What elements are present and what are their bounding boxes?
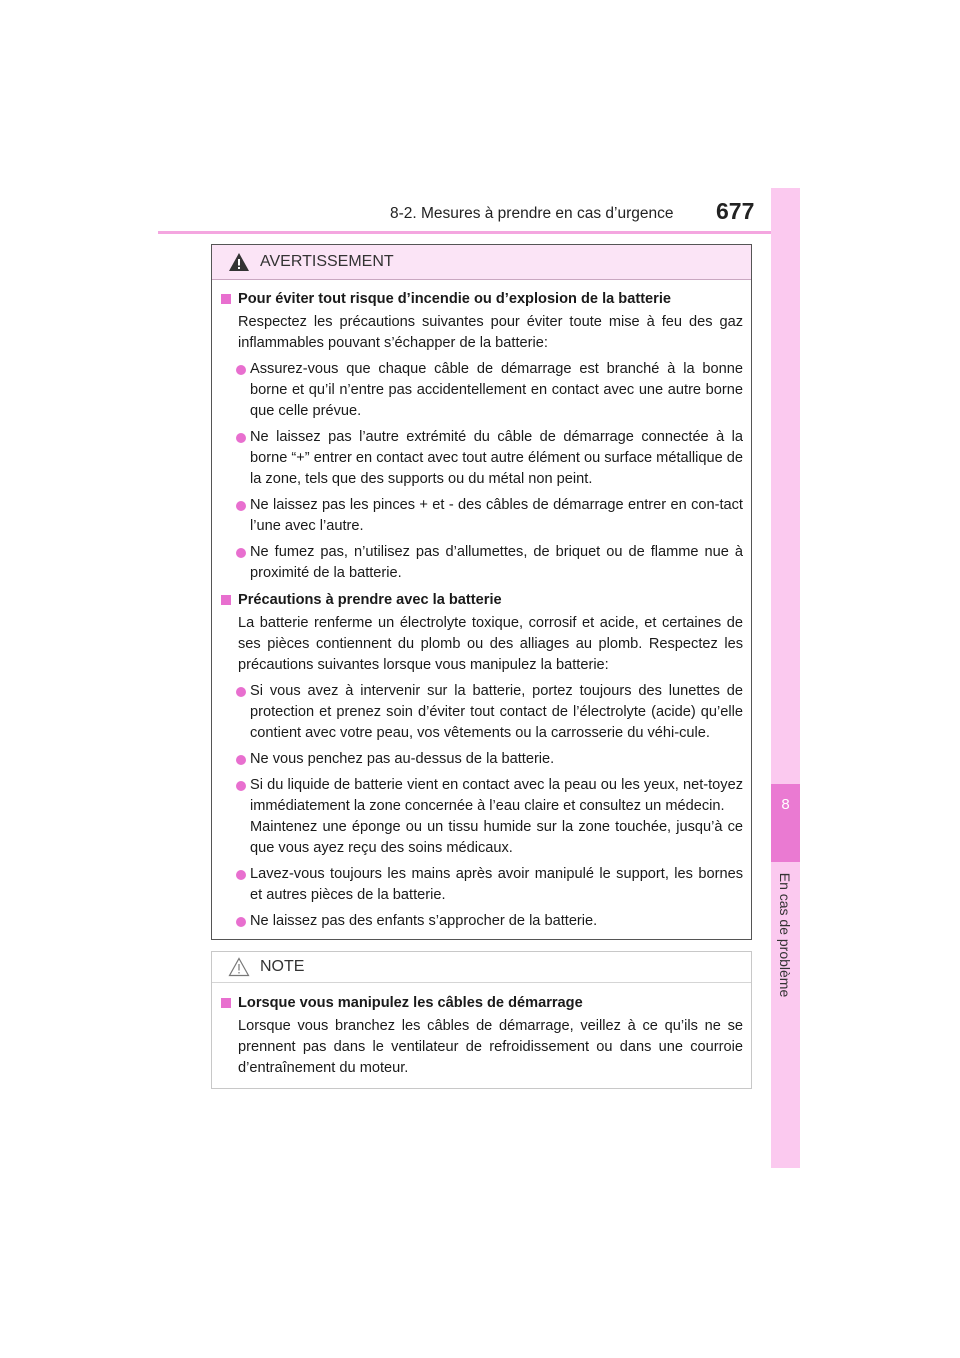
round-bullet-icon: [236, 781, 246, 791]
round-bullet-icon: [236, 365, 246, 375]
note-box-title: NOTE: [260, 958, 305, 975]
round-bullet-icon: [236, 870, 246, 880]
warning-box-title: AVERTISSEMENT: [260, 253, 394, 270]
running-header-section: 8-2. Mesures à prendre en cas d’urgence: [390, 205, 674, 222]
chapter-number: 8: [781, 796, 790, 813]
note-text: Lorsque vous branchez les câbles de démarrage, veillez à ce qu’ils ne se prennent pas dans le ventilateur de refroidissement ou dans une courroie d’entraînement du moteur.: [238, 1018, 743, 1076]
header-rule: [158, 231, 798, 234]
square-bullet-icon: [221, 998, 231, 1008]
list-item: Assurez-vous que chaque câble de démarrage est branché à la bonne borne et qu’il n’entre pas accidentellement en contact avec une autre borne que celle prévue.: [220, 359, 743, 422]
section-heading: Pour éviter tout risque d’incendie ou d’explosion de la batterie: [220, 289, 743, 310]
list-item-continuation: Maintenez une éponge ou un tissu humide sur la zone touchée, jusqu’à ce que vous ayez reçu des soins médicaux.: [250, 819, 743, 856]
round-bullet-icon: [236, 687, 246, 697]
round-bullet-icon: [236, 433, 246, 443]
list-item: Ne laissez pas l’autre extrémité du câble de démarrage connectée à la borne “+” entrer en contact avec tout autre élément ou surface métallique de la zone, tels que des supports ou du métal non peint.: [220, 427, 743, 490]
square-bullet-icon: [221, 294, 231, 304]
square-bullet-icon: [221, 595, 231, 605]
note-box: [211, 951, 752, 1089]
round-bullet-icon: [236, 755, 246, 765]
warning-box: [211, 244, 752, 940]
list-item: Ne vous penchez pas au-dessus de la batterie.: [220, 749, 743, 770]
list-item: Si du liquide de batterie vient en contact avec la peau ou les yeux, net-toyez immédiatement la zone concernée à l’eau claire et consultez un médecin. Maintenez une éponge ou un tissu humide sur la zone touchée, jusqu’à ce que vous ayez reçu des soins médicaux.: [220, 775, 743, 859]
list-item: Ne fumez pas, n’utilisez pas d’allumettes, de briquet ou de flamme nue à proximité de la batterie.: [220, 542, 743, 584]
warning-section-battery: [220, 590, 743, 932]
note-box-header: [212, 952, 751, 983]
round-bullet-icon: [236, 548, 246, 558]
page-number: 677: [716, 198, 755, 224]
section-intro: Respectez les précautions suivantes pour éviter toute mise à feu des gaz inflammables pouvant s’échapper de la batterie:: [238, 314, 743, 351]
warning-section-fire: [220, 289, 743, 584]
list-item: Ne laissez pas les pinces + et - des câbles de démarrage entrer en con-tact l’une avec l’autre.: [220, 495, 743, 537]
section-heading: Lorsque vous manipulez les câbles de démarrage: [220, 993, 743, 1014]
note-triangle-icon: [228, 957, 250, 977]
section-heading: Précautions à prendre avec la batterie: [220, 590, 743, 611]
round-bullet-icon: [236, 501, 246, 511]
warning-triangle-icon: [228, 252, 250, 272]
section-intro: La batterie renferme un électrolyte toxique, corrosif et acide, et certaines de ses pièces contiennent du plomb ou des alliages au plomb. Respectez les précautions suivantes lorsque vous manipulez la batterie:: [238, 615, 743, 673]
list-item: Lavez-vous toujours les mains après avoir manipulé le support, les bornes et autres pièces de la batterie.: [220, 864, 743, 906]
list-item: Ne laissez pas des enfants s’approcher de la batterie.: [220, 911, 743, 932]
chapter-title: En cas de problème: [777, 872, 793, 998]
warning-box-body: [212, 280, 751, 932]
note-box-body: [212, 983, 751, 1079]
round-bullet-icon: [236, 917, 246, 927]
list-item: Si vous avez à intervenir sur la batterie, portez toujours des lunettes de protection et prenez soin d’éviter tout contact de l’électrolyte (acide) qu’elle contient avec votre peau, vos vêtements ou la carrosserie du véhi-cule.: [220, 681, 743, 744]
chapter-side-tab: [771, 188, 800, 1168]
warning-box-header: [212, 245, 751, 280]
